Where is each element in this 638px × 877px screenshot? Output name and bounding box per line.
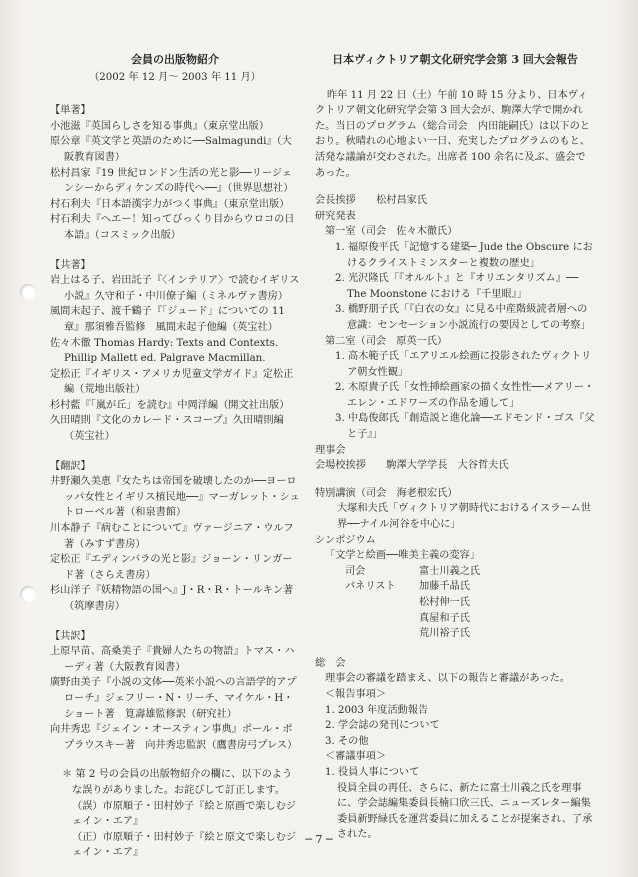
list-item: 3. 橋野朋子氏「『白衣の女』に見る中産階級読者層への意識：センセーション小説流行の要因としての考察」 <box>335 304 591 331</box>
symposium-role: 司会 <box>345 565 366 577</box>
section-heading: 【単著】 <box>50 105 91 117</box>
list-item: 1. 高木範子氏「エアリエル絵画に投影されたヴィクトリア朝女性観」 <box>335 351 592 378</box>
left-column <box>50 52 300 861</box>
list-item: 岩上はる子、岩田託子『〈インテリア〉で読むイギリス小説』久守和子・中川僚子編（ミネルヴァ書房） <box>50 275 300 302</box>
list-item: 松村昌家『19 世紀ロンドン生活の光と影──リージェンシーからディケンズの時代へ──』（世界思想社） <box>50 167 294 195</box>
general-meeting-text: 理事会の審議を踏まえ、以下の報告と審議があった。 <box>325 673 571 685</box>
symposium-row <box>315 579 595 595</box>
list-item: 村石利夫『日本語漢字力がつく事典』（東京堂出版） <box>50 198 290 210</box>
deliberation-text: 役員全員の再任、さらに、新たに富士川義之氏を理事に、学会誌編集委員長楠口欣三氏、ニューズレター編集委員新野緑氏を運営委員に加えることが提案され、了承された。 <box>337 782 593 841</box>
correction-right: （正）市原順子・田村妙子『絵と原文で楽しむジェイン・エア』 <box>72 831 297 859</box>
symposium-row <box>315 595 595 611</box>
list-item: 2. 学会誌の発刊について <box>325 720 440 732</box>
symposium-row <box>315 611 595 627</box>
section-heading: 【翻訳】 <box>50 460 91 472</box>
symposium-role <box>315 611 419 627</box>
board-meeting: 理事会 <box>315 444 346 456</box>
symposium-title: 「文学と絵画──唯美主義の変容」 <box>325 550 480 562</box>
room2-heading: 第二室（司会 原英一氏） <box>325 335 448 347</box>
deliberation-heading: ＜審議事項＞ <box>325 751 387 763</box>
symposium-role <box>315 626 419 642</box>
publications-title: 会員の出版物紹介 <box>131 53 219 66</box>
section-heading: 【共著】 <box>50 259 91 271</box>
list-item: 2. 木原貴子氏「女性挿絵画家の描く女性性──メアリー・エレン・エドワーズの作品を通して」 <box>335 382 595 409</box>
list-item: 1. 福原俊平氏「記憶する建築─ Jude the Obscure におけるクライストミンスターと複数の歴史」 <box>335 241 593 269</box>
conference-intro: 昨年 11 月 22 日（土）午前 10 時 15 分より、日本ヴィクトリア朝文化研究学会第 3 回大会が、駒澤大学で開かれた。当日のプログラム（総合司会 内田能嗣氏）は以下のとおり。秋晴れの心地よい一日、充実したプログラムのもと、活発な議論が交わされた。出席者 100 余名に及ぶ、盛会であった。 <box>315 89 590 179</box>
list-item: 杉村藍『「嵐が丘」を読む』中岡洋編（開文社出版） <box>50 399 290 411</box>
president-greeting: 会長挨拶 松村昌家氏 <box>315 195 428 207</box>
list-item: 向井秀忠『ジェイン・オースティン事典』ポール・ポプラウスキー著 向井秀忠監訳（鷹書房弓プレス） <box>50 724 298 751</box>
list-item: 井野瀬久美恵『女たちは帝国を破壊したのか──ヨーロッパ女性とイギリス植民地──』マーガレット・シュトローベル著（和泉書館） <box>50 476 300 519</box>
list-item: 上原早苗、高桑美子『貴婦人たちの物語』トマス・ハーディ著（大阪教育図書） <box>50 646 295 673</box>
general-meeting-heading: 総 会 <box>315 657 346 669</box>
symposium-row <box>315 564 595 580</box>
list-item: 小池滋『英国らしさを知る事典』（東京堂出版） <box>50 120 270 132</box>
list-item: 3. 中島俊郎氏「創造説と進化論──エドモンド・ゴス『父と子』」 <box>335 413 595 441</box>
list-item: 3. その他 <box>325 735 369 747</box>
list-item: 定松正『イギリス・アメリカ児童文学ガイド』定松正編（荒地出版社） <box>50 368 294 396</box>
list-item: 村石利夫『へエー！知ってびっくり目からウロコの日本語』（コスミック出版） <box>50 214 295 241</box>
research-heading: 研究発表 <box>315 210 356 222</box>
section-translation <box>50 459 300 615</box>
list-item: 定松正『エディンバラの光と影』ジョーン・リンガード著（さらえ書房） <box>50 554 293 581</box>
conference-report-title: 日本ヴィクトリア朝文化研究学会第 3 回大会報告 <box>332 53 578 66</box>
room1-heading: 第一室（司会 佐々木徹氏） <box>325 226 458 238</box>
list-item: 2. 光沢隆氏「『オルルト』と『オリエンタリズム』── The Moonstone における『千里眼』」 <box>335 273 579 300</box>
correction-wrong: （誤）市原順子・田村妙子『絵と原画で楽しむジェイン・エア』 <box>72 800 297 828</box>
list-item: 杉山洋子『妖精物語の国へ』J・R・R・トールキン著（筑摩書房） <box>50 585 294 612</box>
list-item: 久田晴則『文化のカレード・スコープ』久田晴則編（英宝社） <box>50 415 284 443</box>
list-item: 1. 2003 年度活動報告 <box>325 704 429 716</box>
symposium-role <box>315 595 419 611</box>
symposium-name: 加藤千晶氏 <box>419 581 470 593</box>
symposium-name: 真屋和子氏 <box>419 612 470 624</box>
list-item: 川本静子『病むことについて』ヴァージニア・ウルフ著（みすず書房） <box>50 523 294 550</box>
symposium-name: 荒川裕子氏 <box>419 628 470 640</box>
list-item: 佐々木徹 Thomas Hardy: Texts and Contexts. Phillip Mallett ed. Palgrave Macmillan. <box>50 337 279 365</box>
section-single-author <box>50 103 300 243</box>
lecture-heading: 特別講演（司会 海老根宏氏） <box>315 487 458 499</box>
symposium-name: 富士川義之氏 <box>419 565 481 577</box>
lecture-detail: 大塚和夫氏「ヴィクトリア朝時代におけるイスラーム世界──ナイル河谷を中心に」 <box>337 503 591 531</box>
list-item: 廣野由美子『小説の文体──英米小説への言語学的アプローチ』ジェフリー・N・リーチ、マイケル・H・ショート著 筧壽雄監修訳（研究社） <box>50 677 297 720</box>
publications-period: （2002 年 12 月～ 2003 年 11 月） <box>89 71 261 83</box>
list-item: 風間末起子、渡千鶴子『「ジュード」についての 11 章』那須雅吾監修 風間末起子他編（英宝社） <box>50 306 285 333</box>
right-column <box>315 52 595 843</box>
venue-greeting: 会場校挨拶 駒澤大学学長 大谷哲夫氏 <box>315 460 509 472</box>
section-heading: 【共訳】 <box>50 630 91 642</box>
symposium-role: パネリスト <box>345 581 396 593</box>
section-co-author <box>50 258 300 445</box>
binder-hole <box>20 284 36 300</box>
page-number: ─ 7 ─ <box>305 833 333 846</box>
report-heading: ＜報告事項＞ <box>325 688 387 700</box>
correction-note: ＊ 第 2 号の会員の出版物紹介の欄に、以下のような誤りがありました。お詫びして訂正します。 <box>62 769 293 796</box>
section-co-translation <box>50 629 300 754</box>
deliberation-title: 1. 役員人事について <box>325 766 420 778</box>
symposium-heading: シンポジウム <box>315 534 376 546</box>
symposium-name: 松村伸一氏 <box>419 597 470 608</box>
symposium-row <box>315 626 595 642</box>
list-item: 原公章『英文学と英語のために──Salmagundi』（大阪教育図書） <box>50 136 292 163</box>
binder-hole <box>20 586 36 602</box>
